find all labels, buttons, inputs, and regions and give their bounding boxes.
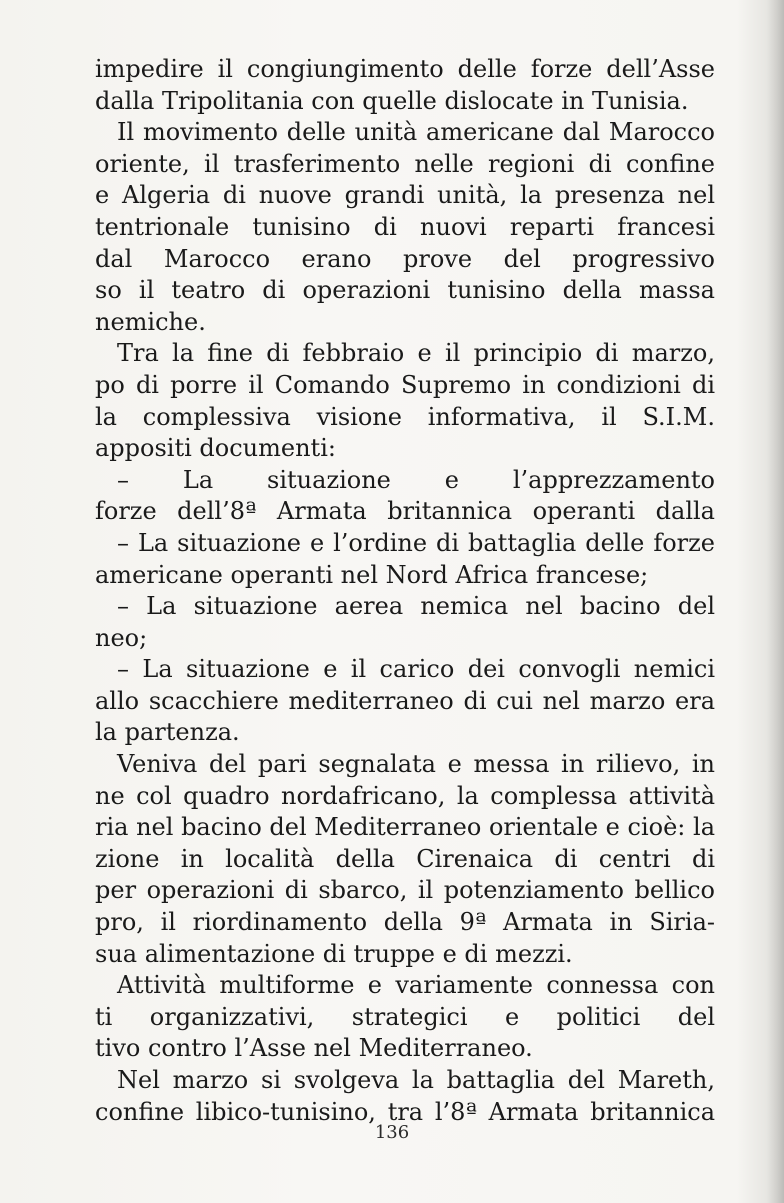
text-line: tivo contro l’Asse nel Mediterraneo. <box>95 1034 533 1063</box>
text-line: la partenza. <box>95 718 240 747</box>
text-line: tentrionale tunisino di nuovi reparti francesi <box>95 212 715 241</box>
text-line: forze dell’8ª Armata britannica operanti dalla <box>95 497 715 526</box>
text-line: ti organizzativi, strategici e politici del <box>95 1002 715 1031</box>
text-line: ria nel bacino del Mediterraneo orientale e cioè: la <box>95 813 715 842</box>
text-line: ne col quadro nordafricano, la complessa attività <box>95 781 715 810</box>
page-number: 136 <box>374 1122 410 1143</box>
text-line: appositi documenti: <box>95 434 336 463</box>
text-line: zione in località della Cirenaica di centri di <box>95 844 715 873</box>
text-line: so il teatro di operazioni tunisino della massa <box>95 276 715 305</box>
body-text <box>95 54 715 1128</box>
text-line: po di porre il Comando Supremo in condizioni di <box>95 370 715 399</box>
text-line: – La situazione e il carico dei convogli nemici <box>117 655 715 684</box>
text-line: neo; <box>95 623 148 652</box>
text-line: pro, il riordinamento della 9ª Armata in Siria- <box>95 908 715 937</box>
page-edge-shadow <box>766 0 784 1203</box>
text-line: allo scacchiere mediterraneo di cui nel marzo era <box>95 686 715 715</box>
text-line: la complessiva visione informativa, il S.I.M. <box>95 402 715 431</box>
text-line: oriente, il trasferimento nelle regioni di confine <box>95 149 715 178</box>
text-line: e Algeria di nuove grandi unità, la presenza nel <box>95 181 715 210</box>
text-line: dal Marocco erano prove del progressivo <box>95 244 715 273</box>
text-line: impedire il congiungimento delle forze dell’Asse <box>95 55 715 83</box>
text-line: – La situazione e l’ordine di battaglia delle forze <box>117 528 715 557</box>
text-line: americane operanti nel Nord Africa francese; <box>95 560 649 589</box>
text-line: – La situazione e l’apprezzamento <box>117 465 715 494</box>
text-line: confine libico-tunisino, tra l’8ª Armata britannica <box>95 1097 715 1126</box>
text-line: – La situazione aerea nemica nel bacino del <box>117 592 715 621</box>
text-line: dalla Tripolitania con quelle dislocate in Tunisia. <box>95 86 689 115</box>
text-line: Tra la fine di febbraio e il principio di marzo, <box>117 339 715 368</box>
text-line: Nel marzo si svolgeva la battaglia del Mareth, <box>117 1066 715 1094</box>
text-line: per operazioni di sbarco, il potenziamento bellico <box>95 876 715 905</box>
text-line: sua alimentazione di truppe e di mezzi. <box>95 939 573 968</box>
text-line: Veniva del pari segnalata e messa in rilievo, in <box>117 750 715 779</box>
text-line: Attività multiforme e variamente connessa con <box>117 971 715 1000</box>
text-line: Il movimento delle unità americane dal Marocco <box>117 118 715 147</box>
text-line: nemiche. <box>95 307 206 336</box>
